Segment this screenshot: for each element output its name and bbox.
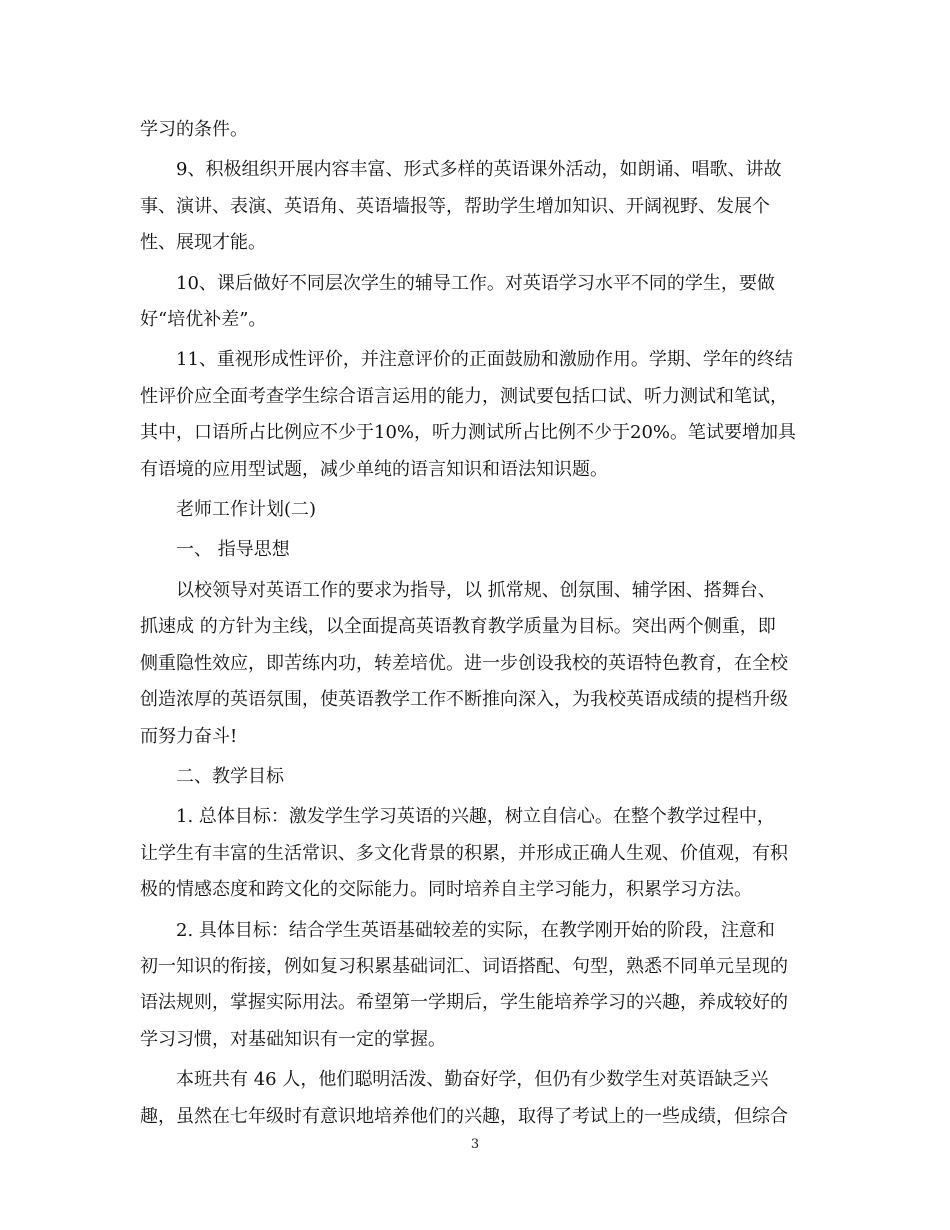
text-line: 语法规则，掌握实际用法。希望第一学期后，学生能培养学习的兴趣，养成较好的 [140, 992, 788, 1014]
text-line: 抓速成 的方针为主线，以全面提高英语教育教学质量为目标。突出两个侧重，即 [140, 616, 776, 638]
paragraph-class-situation [140, 1062, 812, 1135]
text-line: 创造浓厚的英语氛围，使英语教学工作不断推向深入，为我校英语成绩的提档升级 [140, 689, 788, 711]
text-line: 以校领导对英语工作的要求为指导，以 抓常规、创氛围、辅学困、搭舞台、 [176, 579, 776, 601]
text-line: 有语境的应用型试题，减少单纯的语言知识和语法知识题。 [140, 458, 608, 480]
paragraph-continuation [140, 112, 812, 148]
text-line: 性、展现才能。 [140, 232, 266, 254]
text-line: 好“培优补差”。 [140, 309, 267, 331]
text-line: 学习习惯，对基础知识有一定的掌握。 [140, 1028, 446, 1050]
document-body [140, 112, 812, 1139]
text-line: 1. 总体目标：激发学生学习英语的兴趣，树立自信心。在整个教学过程中， [176, 806, 775, 828]
text-line: 事、演讲、表演、英语角、英语墙报等，帮助学生增加知识、开阔视野、发展个 [140, 195, 770, 217]
text-line: 学习的条件。 [140, 119, 248, 140]
section-heading-teaching-goals: 二、教学目标 [176, 765, 284, 787]
text-line: 2. 具体目标：结合学生英语基础较差的实际，在教学刚开始的阶段，注意和 [176, 919, 775, 941]
text-line: 11、重视形成性评价，并注意评价的正面鼓励和激励作用。学期、学年的终结 [176, 349, 793, 371]
text-line: 让学生有丰富的生活常识、多文化背景的积累，并形成正确人生观、价值观，有积 [140, 842, 788, 864]
section-heading-guiding-thought: 一、 指导思想 [176, 539, 290, 561]
text-line: 侧重隐性效应，即苦练内功，转差培优。进一步创设我校的英语特色教育，在全校 [140, 652, 788, 674]
text-line: 性评价应全面考查学生综合语言运用的能力，测试要包括口试、听力测试和笔试， [140, 385, 788, 407]
paragraph-guiding-thought [140, 573, 812, 755]
text-line: 10、课后做好不同层次学生的辅导工作。对英语学习水平不同的学生，要做 [176, 272, 775, 294]
text-line: 趣，虽然在七年级时有意识地培养他们的兴趣，取得了考试上的一些成绩，但综合 [140, 1105, 788, 1127]
page-number: 3 [470, 1137, 480, 1152]
text-line: 而努力奋斗! [140, 725, 238, 747]
paragraph-item-10 [140, 266, 812, 339]
paragraph-item-9 [140, 152, 812, 261]
text-line: 其中，口语所占比例应不少于10%，听力测试所占比例不少于20%。笔试要增加具 [140, 422, 797, 444]
text-line: 初一知识的衔接，例如复习积累基础词汇、词语搭配、句型，熟悉不同单元呈现的 [140, 955, 788, 977]
paragraph-overall-goal [140, 799, 812, 908]
section-title: 老师工作计划(二) [176, 499, 317, 521]
text-line: 9、积极组织开展内容丰富、形式多样的英语课外活动，如朗诵、唱歌、讲故 [176, 159, 782, 181]
paragraph-item-11 [140, 342, 812, 488]
text-line: 极的情感态度和跨文化的交际能力。同时培养自主学习能力，积累学习方法。 [140, 879, 752, 901]
text-line: 本班共有 46 人，他们聪明活泼、勤奋好学，但仍有少数学生对英语缺乏兴 [176, 1069, 769, 1091]
paragraph-specific-goal [140, 913, 812, 1059]
